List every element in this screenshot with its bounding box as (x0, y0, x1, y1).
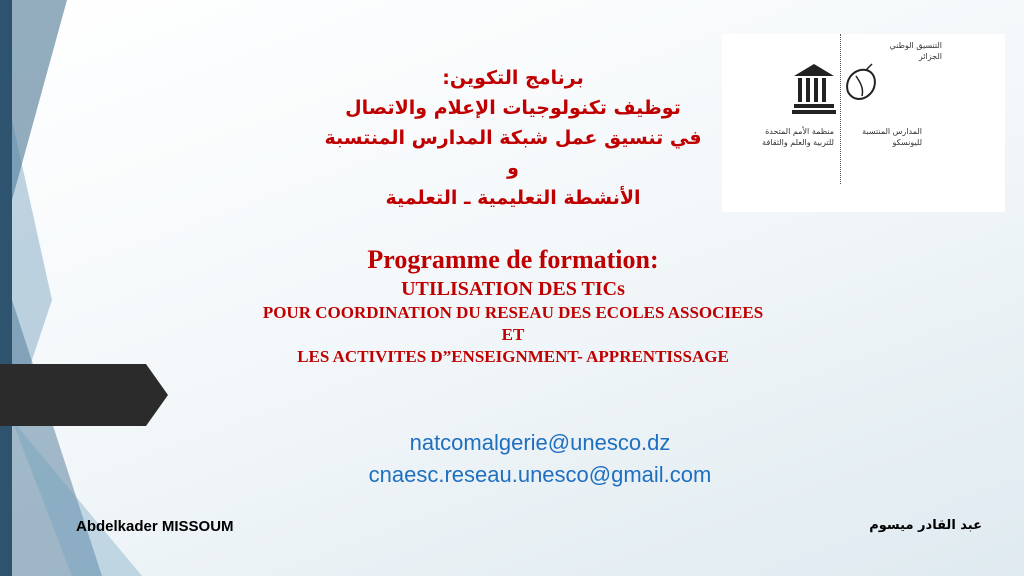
french-title-heading: Programme de formation: (367, 245, 659, 274)
author-name-fr: Abdelkader MISSOUM (76, 518, 234, 535)
french-title-line1: UTILISATION DES TICs (401, 278, 625, 300)
email-natcom[interactable]: natcomalgerie@unesco.dz (409, 430, 671, 455)
logo-org-right-line2: لليونسكو (892, 138, 922, 147)
arabic-title-line2: توظيف تكنولوجيات الإعلام والاتصال (345, 97, 681, 119)
slide-tab-marker (0, 364, 146, 426)
email-cnaesc[interactable]: cnaesc.reseau.unesco@gmail.com (368, 462, 712, 487)
french-title-line4: LES ACTIVITES D”ENSEIGNMENT- APPRENTISSAGE (297, 347, 729, 366)
decorative-shards (12, 0, 162, 576)
logo-org-left-line1: منظمة الأمم المتحدة (765, 127, 834, 136)
french-title-line2: POUR COORDINATION DU RESEAU DES ECOLES ASSOCIEES (262, 303, 764, 322)
logo-top-line2: الجزائر (918, 52, 942, 61)
arabic-title-line3: في تنسيق عمل شبكة المدارس المنتسبة (324, 127, 702, 149)
logo-top-text (882, 40, 942, 62)
logo-top-line1: التنسيق الوطني (889, 41, 942, 50)
arabic-title-line5: الأنشطة التعليمية ـ التعلمية (385, 187, 641, 209)
arabic-title-line4: و (507, 157, 519, 179)
left-accent-bar (0, 0, 12, 576)
logo-org-right-line1: المدارس المنتسبة (862, 127, 922, 136)
logo-org-left-line2: للتربية والعلم والثقافة (762, 138, 834, 147)
arabic-title-block (160, 66, 866, 211)
french-title-block (160, 244, 866, 368)
arabic-title-line1: برنامج التكوين: (442, 67, 584, 89)
author-name-ar: عبد القادر ميسوم (869, 518, 982, 533)
french-title-line3: ET (501, 325, 525, 344)
